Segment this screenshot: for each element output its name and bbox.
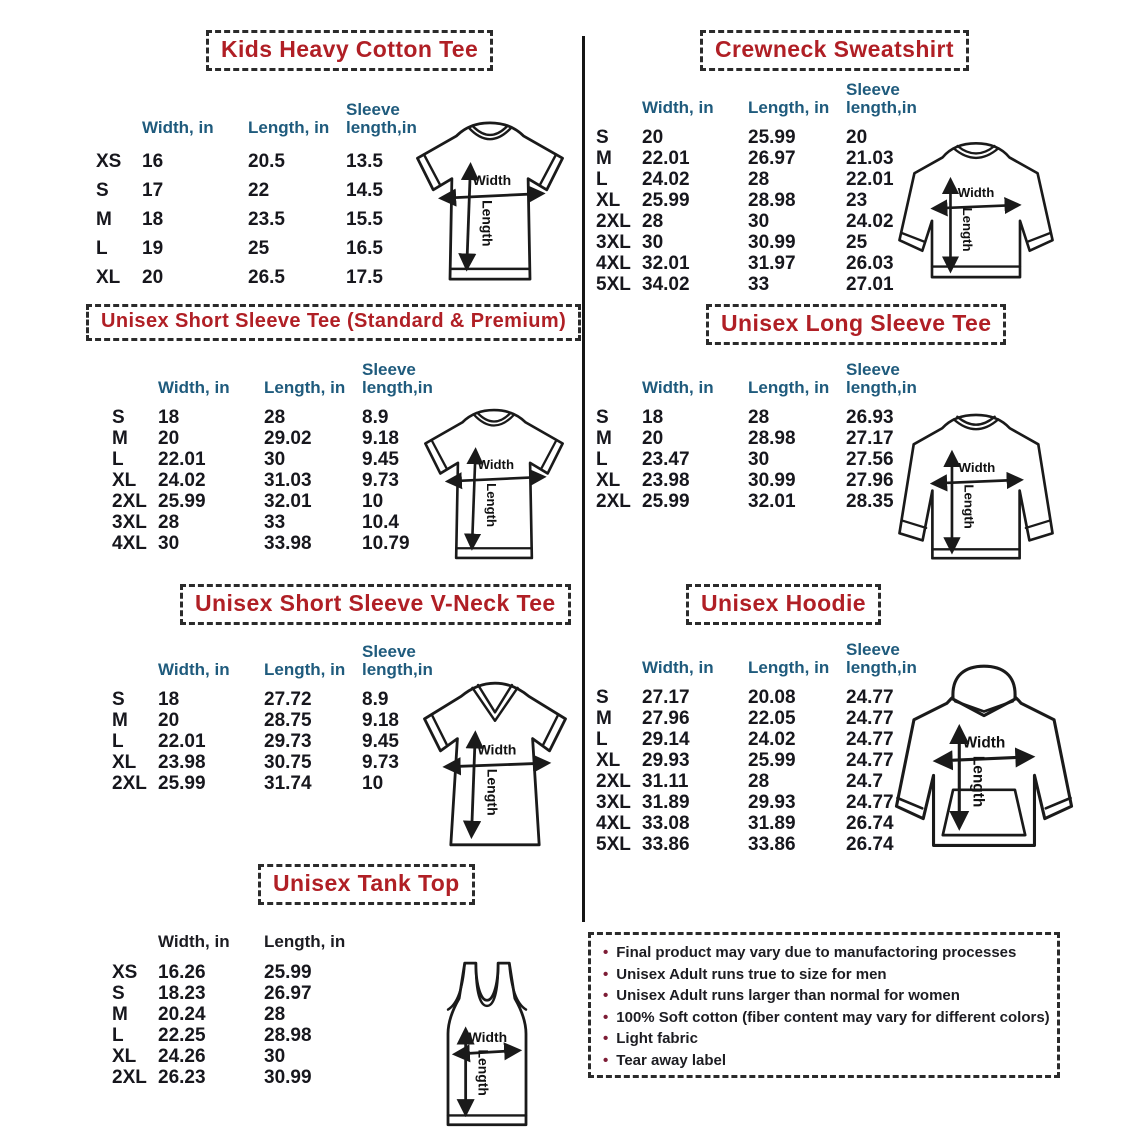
width-arrow-label: Width bbox=[477, 741, 517, 758]
column-header: Sleeve length,in bbox=[846, 639, 917, 678]
measurement-value: 20 bbox=[642, 127, 664, 148]
section-title bbox=[700, 30, 969, 71]
width-arrow-label: Width bbox=[962, 734, 1006, 752]
measurement-value: 28 bbox=[158, 512, 180, 533]
size-label: 2XL bbox=[596, 491, 631, 512]
hoodie-illustration bbox=[878, 660, 1090, 866]
measurement-value: 27.17 bbox=[642, 687, 690, 708]
size-label: M bbox=[96, 209, 112, 230]
note-item: • Unisex Adult runs larger than normal for women bbox=[603, 985, 1045, 1007]
table-corner bbox=[112, 680, 158, 688]
size-label: L bbox=[596, 169, 608, 190]
measurement-value: 10.79 bbox=[362, 533, 410, 554]
section-title-text: Unisex Short Sleeve V-Neck Tee bbox=[195, 590, 556, 616]
measurement-value: 20 bbox=[846, 127, 868, 148]
length-arrow-label: Length bbox=[969, 755, 987, 808]
measurement-value: 26.23 bbox=[158, 1067, 206, 1088]
size-label: 3XL bbox=[112, 512, 147, 533]
measurement-value: 22 bbox=[248, 180, 270, 201]
long-sleeve-tee-illustration bbox=[862, 398, 1090, 576]
measurement-value: 25.99 bbox=[642, 190, 690, 211]
measurement-value: 22.01 bbox=[158, 449, 206, 470]
table-corner bbox=[596, 678, 642, 686]
size-table bbox=[112, 918, 362, 1086]
measurement-value: 17.5 bbox=[346, 267, 383, 288]
column-header: Sleeve length,in bbox=[846, 79, 917, 118]
note-item: • Unisex Adult runs true to size for men bbox=[603, 964, 1045, 986]
section-unisex-hoodie bbox=[588, 580, 1118, 868]
width-arrow-label: Width bbox=[957, 185, 995, 201]
size-label: XS bbox=[112, 962, 138, 983]
size-label: 2XL bbox=[112, 491, 147, 512]
measurement-value: 33.86 bbox=[748, 834, 796, 855]
measurement-value: 18.23 bbox=[158, 983, 206, 1004]
measurement-value: 31.03 bbox=[264, 470, 312, 491]
measurement-value: 23 bbox=[846, 190, 868, 211]
size-label: S bbox=[596, 127, 609, 148]
sweatshirt-illustration bbox=[870, 124, 1082, 300]
section-kids-heavy-cotton-tee bbox=[80, 28, 585, 298]
measurement-value: 33 bbox=[748, 274, 770, 295]
measurement-value: 24.02 bbox=[748, 729, 796, 750]
note-item: • 100% Soft cotton (fiber content may vary for different colors) bbox=[603, 1007, 1045, 1029]
measurement-value: 24.7 bbox=[846, 771, 883, 792]
table-corner bbox=[596, 118, 642, 126]
v-neck-tee-illustration bbox=[400, 670, 590, 858]
measurement-value: 22.01 bbox=[158, 731, 206, 752]
section-title-text: Unisex Short Sleeve Tee (Standard & Premium) bbox=[101, 310, 567, 332]
measurement-value: 33 bbox=[264, 512, 286, 533]
column-header: Length, in bbox=[748, 98, 830, 118]
size-label: L bbox=[596, 729, 608, 750]
measurement-value: 25.99 bbox=[642, 491, 690, 512]
section-title-text: Kids Heavy Cotton Tee bbox=[221, 36, 479, 62]
measurement-value: 25 bbox=[846, 232, 868, 253]
size-label: 5XL bbox=[596, 834, 631, 855]
measurement-value: 10 bbox=[362, 773, 384, 794]
size-label: M bbox=[112, 428, 128, 449]
measurement-value: 24.26 bbox=[158, 1046, 206, 1067]
measurement-value: 17 bbox=[142, 180, 164, 201]
measurement-value: 26.97 bbox=[748, 148, 796, 169]
measurement-value: 28.98 bbox=[748, 190, 796, 211]
measurement-value: 18 bbox=[158, 689, 180, 710]
measurement-value: 18 bbox=[642, 407, 664, 428]
measurement-value: 24.77 bbox=[846, 729, 894, 750]
size-label: XL bbox=[112, 1046, 137, 1067]
section-title-text: Unisex Long Sleeve Tee bbox=[721, 310, 992, 336]
column-header: Length, in bbox=[748, 378, 830, 398]
section-title bbox=[706, 304, 1006, 345]
column-header: Length, in bbox=[264, 932, 346, 952]
section-unisex-long-sleeve-tee bbox=[588, 300, 1100, 576]
measurement-value: 16 bbox=[142, 151, 164, 172]
column-header: Width, in bbox=[158, 660, 230, 680]
measurement-value: 25.99 bbox=[748, 750, 796, 771]
measurement-value: 22.01 bbox=[642, 148, 690, 169]
section-title-text: Unisex Tank Top bbox=[273, 870, 460, 896]
measurement-value: 24.77 bbox=[846, 708, 894, 729]
column-header: Sleeve length,in bbox=[362, 359, 433, 398]
measurement-value: 20.24 bbox=[158, 1004, 206, 1025]
measurement-value: 9.18 bbox=[362, 710, 399, 731]
measurement-value: 9.45 bbox=[362, 449, 399, 470]
measurement-value: 30.99 bbox=[264, 1067, 312, 1088]
note-item: • Final product may vary due to manufactoring processes bbox=[603, 942, 1045, 964]
size-label: L bbox=[96, 238, 108, 259]
section-title bbox=[180, 584, 571, 625]
measurement-value: 30 bbox=[264, 1046, 286, 1067]
size-label: 3XL bbox=[596, 792, 631, 813]
size-label: S bbox=[96, 180, 109, 201]
column-header: Sleeve length,in bbox=[346, 99, 417, 138]
measurement-value: 23.47 bbox=[642, 449, 690, 470]
size-label: S bbox=[596, 687, 609, 708]
measurement-value: 15.5 bbox=[346, 209, 383, 230]
size-label: 5XL bbox=[596, 274, 631, 295]
measurement-value: 20 bbox=[158, 710, 180, 731]
tank-top-illustration bbox=[422, 950, 552, 1136]
table-corner bbox=[112, 398, 158, 406]
measurement-value: 20 bbox=[158, 428, 180, 449]
measurement-value: 31.11 bbox=[642, 771, 689, 792]
section-title bbox=[258, 864, 475, 905]
measurement-value: 28 bbox=[264, 407, 286, 428]
measurement-value: 33.08 bbox=[642, 813, 690, 834]
column-header: Width, in bbox=[142, 118, 214, 138]
measurement-value: 14.5 bbox=[346, 180, 383, 201]
measurement-value: 30 bbox=[642, 232, 664, 253]
length-arrow-label: Length bbox=[483, 483, 499, 528]
measurement-value: 30 bbox=[748, 449, 770, 470]
measurement-value: 33.98 bbox=[264, 533, 312, 554]
size-label: XL bbox=[596, 470, 621, 491]
length-arrow-label: Length bbox=[959, 207, 975, 252]
length-arrow-label: Length bbox=[479, 200, 496, 247]
section-title-text: Crewneck Sweatshirt bbox=[715, 36, 954, 62]
column-header: Length, in bbox=[264, 378, 346, 398]
column-header: Length, in bbox=[748, 658, 830, 678]
size-label: L bbox=[112, 1025, 124, 1046]
column-header: Width, in bbox=[642, 98, 714, 118]
section-unisex-short-sleeve-tee bbox=[82, 300, 584, 576]
measurement-value: 31.89 bbox=[748, 813, 796, 834]
size-label: S bbox=[112, 407, 125, 428]
measurement-value: 31.97 bbox=[748, 253, 796, 274]
measurement-value: 24.02 bbox=[158, 470, 206, 491]
measurement-value: 27.96 bbox=[642, 708, 690, 729]
measurement-value: 24.77 bbox=[846, 750, 894, 771]
tee-illustration bbox=[400, 396, 588, 572]
measurement-value: 30 bbox=[264, 449, 286, 470]
size-label: XS bbox=[96, 151, 122, 172]
measurement-value: 19 bbox=[142, 238, 164, 259]
size-table bbox=[96, 82, 436, 291]
table-corner bbox=[596, 398, 642, 406]
size-label: L bbox=[112, 449, 124, 470]
width-arrow-label: Width bbox=[958, 459, 996, 475]
measurement-value: 32.01 bbox=[264, 491, 312, 512]
measurement-value: 29.14 bbox=[642, 729, 690, 750]
column-header: Width, in bbox=[158, 378, 230, 398]
size-label: S bbox=[596, 407, 609, 428]
measurement-value: 32.01 bbox=[642, 253, 690, 274]
measurement-value: 26.03 bbox=[846, 253, 894, 274]
measurement-value: 26.5 bbox=[248, 267, 285, 288]
size-label: 4XL bbox=[112, 533, 147, 554]
measurement-value: 8.9 bbox=[362, 407, 389, 428]
length-arrow-label: Length bbox=[475, 1049, 492, 1096]
section-unisex-tank-top bbox=[82, 860, 584, 1140]
measurement-value: 8.9 bbox=[362, 689, 389, 710]
size-label: 3XL bbox=[596, 232, 631, 253]
size-label: XL bbox=[96, 267, 121, 288]
width-arrow-label: Width bbox=[468, 1029, 508, 1046]
measurement-value: 18 bbox=[158, 407, 180, 428]
measurement-value: 32.01 bbox=[748, 491, 796, 512]
measurement-value: 28.98 bbox=[264, 1025, 312, 1046]
tee-illustration bbox=[392, 108, 588, 294]
width-arrow-label: Width bbox=[477, 457, 515, 473]
size-label: M bbox=[596, 708, 612, 729]
size-label: XL bbox=[112, 470, 137, 491]
note-item: • Light fabric bbox=[603, 1028, 1045, 1050]
column-header: Sleeve length,in bbox=[846, 359, 917, 398]
measurement-value: 23.98 bbox=[158, 752, 206, 773]
width-arrow-label: Width bbox=[472, 172, 512, 189]
size-label: XL bbox=[596, 750, 621, 771]
measurement-value: 31.74 bbox=[264, 773, 312, 794]
size-label: XL bbox=[596, 190, 621, 211]
measurement-value: 26.74 bbox=[846, 813, 894, 834]
measurement-value: 30.99 bbox=[748, 232, 796, 253]
measurement-value: 20 bbox=[642, 428, 664, 449]
section-title bbox=[206, 30, 493, 71]
measurement-value: 9.73 bbox=[362, 470, 399, 491]
measurement-value: 27.01 bbox=[846, 274, 894, 295]
measurement-value: 29.02 bbox=[264, 428, 312, 449]
section-title bbox=[686, 584, 881, 625]
size-label: S bbox=[112, 689, 125, 710]
measurement-value: 29.93 bbox=[642, 750, 690, 771]
measurement-value: 29.93 bbox=[748, 792, 796, 813]
measurement-value: 9.18 bbox=[362, 428, 399, 449]
size-label: M bbox=[112, 1004, 128, 1025]
measurement-value: 16.5 bbox=[346, 238, 383, 259]
notes-box bbox=[588, 932, 1060, 1078]
measurement-value: 20 bbox=[142, 267, 164, 288]
measurement-value: 22.25 bbox=[158, 1025, 206, 1046]
size-label: L bbox=[112, 731, 124, 752]
measurement-value: 27.72 bbox=[264, 689, 312, 710]
measurement-value: 16.26 bbox=[158, 962, 206, 983]
measurement-value: 28 bbox=[642, 211, 664, 232]
size-label: M bbox=[112, 710, 128, 731]
size-label: M bbox=[596, 428, 612, 449]
measurement-value: 34.02 bbox=[642, 274, 690, 295]
notes-list bbox=[603, 942, 1050, 1072]
section-crewneck-sweatshirt bbox=[588, 28, 1100, 300]
measurement-value: 27.96 bbox=[846, 470, 894, 491]
measurement-value: 28.35 bbox=[846, 491, 894, 512]
measurement-value: 26.93 bbox=[846, 407, 894, 428]
measurement-value: 24.77 bbox=[846, 792, 894, 813]
size-label: 2XL bbox=[596, 771, 631, 792]
measurement-value: 28 bbox=[748, 407, 770, 428]
table-corner bbox=[112, 952, 158, 960]
measurement-value: 30 bbox=[158, 533, 180, 554]
measurement-value: 21.03 bbox=[846, 148, 894, 169]
size-label: 2XL bbox=[596, 211, 631, 232]
measurement-value: 25.99 bbox=[264, 962, 312, 983]
measurement-value: 30.99 bbox=[748, 470, 796, 491]
measurement-value: 23.98 bbox=[642, 470, 690, 491]
size-label: S bbox=[112, 983, 125, 1004]
measurement-value: 24.77 bbox=[846, 687, 894, 708]
measurement-value: 26.97 bbox=[264, 983, 312, 1004]
size-label: XL bbox=[112, 752, 137, 773]
measurement-value: 25.99 bbox=[748, 127, 796, 148]
measurement-value: 31.89 bbox=[642, 792, 690, 813]
measurement-value: 28 bbox=[264, 1004, 286, 1025]
measurement-value: 20.08 bbox=[748, 687, 796, 708]
column-header: Sleeve length,in bbox=[362, 641, 433, 680]
measurement-value: 20.5 bbox=[248, 151, 285, 172]
measurement-value: 22.01 bbox=[846, 169, 894, 190]
measurement-value: 18 bbox=[142, 209, 164, 230]
column-header: Width, in bbox=[642, 378, 714, 398]
measurement-value: 13.5 bbox=[346, 151, 383, 172]
column-header: Length, in bbox=[264, 660, 346, 680]
measurement-value: 9.73 bbox=[362, 752, 399, 773]
length-arrow-label: Length bbox=[484, 768, 501, 816]
length-arrow-label: Length bbox=[961, 484, 977, 529]
size-label: 2XL bbox=[112, 773, 147, 794]
measurement-value: 22.05 bbox=[748, 708, 796, 729]
section-unisex-v-neck-tee bbox=[82, 580, 584, 862]
size-label: 2XL bbox=[112, 1067, 147, 1088]
measurement-value: 26.74 bbox=[846, 834, 894, 855]
size-label: M bbox=[596, 148, 612, 169]
measurement-value: 23.5 bbox=[248, 209, 285, 230]
measurement-value: 27.17 bbox=[846, 428, 894, 449]
measurement-value: 30 bbox=[748, 211, 770, 232]
column-header: Width, in bbox=[642, 658, 714, 678]
note-item: • Tear away label bbox=[603, 1050, 1045, 1072]
measurement-value: 24.02 bbox=[846, 211, 894, 232]
size-label: 4XL bbox=[596, 813, 631, 834]
size-label: 4XL bbox=[596, 253, 631, 274]
measurement-value: 27.56 bbox=[846, 449, 894, 470]
section-title-text: Unisex Hoodie bbox=[701, 590, 866, 616]
measurement-value: 25 bbox=[248, 238, 270, 259]
measurement-value: 33.86 bbox=[642, 834, 690, 855]
measurement-value: 9.45 bbox=[362, 731, 399, 752]
measurement-value: 10 bbox=[362, 491, 384, 512]
section-title bbox=[86, 304, 581, 341]
size-label: L bbox=[596, 449, 608, 470]
measurement-value: 25.99 bbox=[158, 491, 206, 512]
column-header: Length, in bbox=[248, 118, 330, 138]
measurement-value: 28.98 bbox=[748, 428, 796, 449]
table-corner bbox=[96, 138, 142, 146]
measurement-value: 28 bbox=[748, 771, 770, 792]
measurement-value: 24.02 bbox=[642, 169, 690, 190]
measurement-value: 25.99 bbox=[158, 773, 206, 794]
column-header: Width, in bbox=[158, 932, 230, 952]
measurement-value: 28 bbox=[748, 169, 770, 190]
measurement-value: 29.73 bbox=[264, 731, 312, 752]
measurement-value: 28.75 bbox=[264, 710, 312, 731]
measurement-value: 10.4 bbox=[362, 512, 399, 533]
measurement-value: 30.75 bbox=[264, 752, 312, 773]
